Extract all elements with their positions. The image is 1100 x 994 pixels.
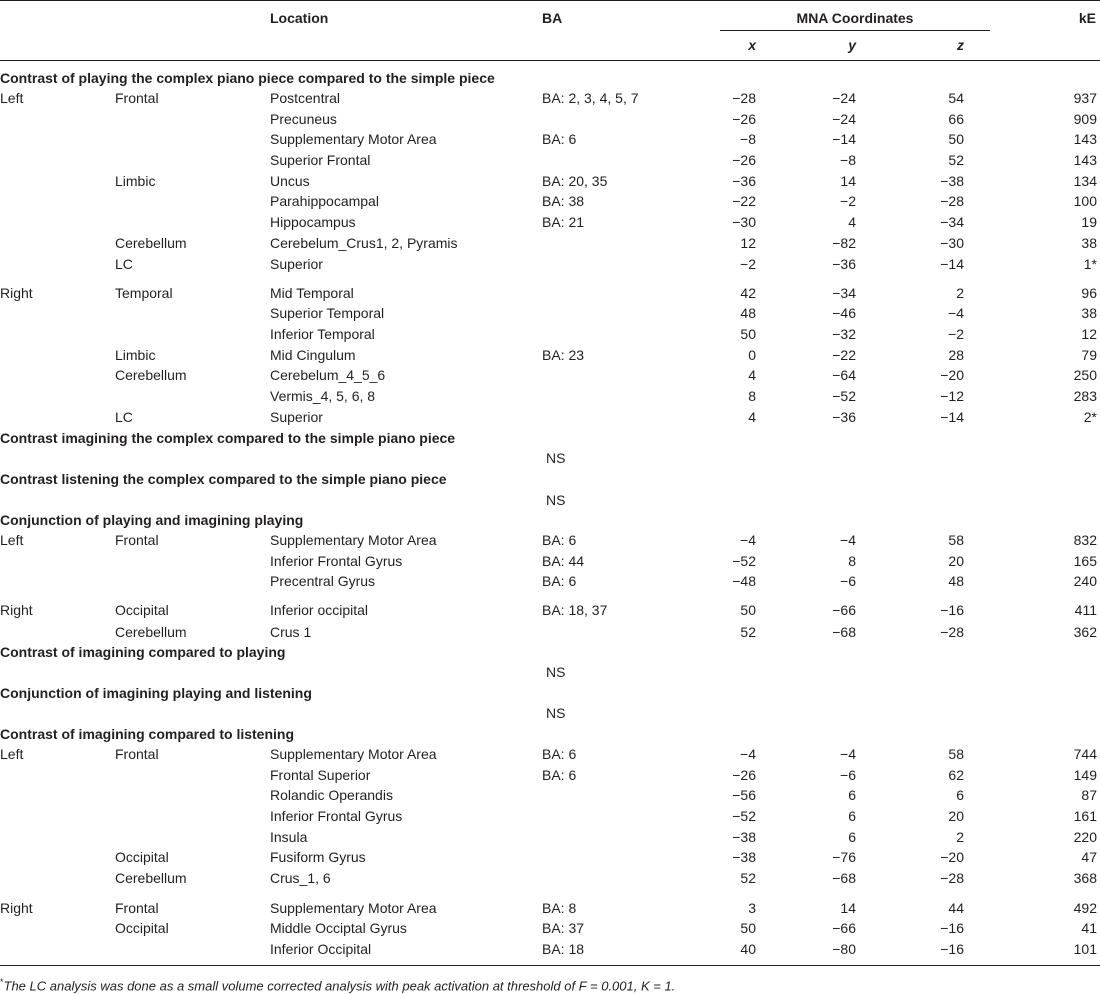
cell-y: 14 [840,900,856,916]
cell-x: 50 [740,602,756,618]
cell-z: 48 [948,573,964,589]
cell-region: Crus 1 [270,624,312,640]
cell-y: 14 [840,173,856,189]
cell-y: −76 [832,849,856,865]
cell-region: Supplementary Motor Area [270,131,437,147]
cell-x: 50 [740,920,756,936]
cell-x: −8 [740,131,756,147]
cell-z: −30 [940,235,964,251]
ns-result: NS [546,450,566,466]
cell-region: Postcentral [270,90,341,106]
cell-region: Middle Occiptal Gyrus [270,920,407,936]
cell-region: Insula [270,829,308,845]
section-title: Contrast listening the complex compared to the simple piano piece [0,471,447,487]
cell-x: 0 [748,347,756,363]
cell-y: 6 [848,829,856,845]
cell-region: Mid Temporal [270,285,354,301]
cell-ke: 283 [1073,388,1097,404]
cell-y: −64 [832,367,856,383]
cell-ke: 937 [1073,90,1097,106]
cell-y: −4 [840,532,856,548]
cell-ke: 368 [1073,870,1097,886]
cell-region: Fusiform Gyrus [270,849,366,865]
cell-region: Uncus [270,173,310,189]
cell-ba: BA: 44 [542,553,585,569]
cell-x: −2 [740,256,756,272]
cell-y: −36 [832,409,856,425]
cell-z: −2 [948,326,964,342]
cell-region: Vermis_4, 5, 6, 8 [270,388,376,404]
header-ba: BA [542,10,563,26]
cell-region: Parahippocampal [270,193,379,209]
cell-y: −68 [832,624,856,640]
header-ke: kE [1078,10,1096,26]
cell-lobe: Frontal [115,90,159,106]
cell-lobe: Cerebellum [115,367,187,383]
cell-region: Inferior occipital [270,602,369,618]
cell-lobe: Cerebellum [115,235,187,251]
cell-ke: 220 [1073,829,1097,845]
cell-ke: 492 [1073,900,1097,916]
cell-z: 28 [948,347,964,363]
cell-lobe: Frontal [115,532,159,548]
cell-lobe: LC [115,409,133,425]
cell-y: −32 [832,326,856,342]
cell-region: Precentral Gyrus [270,573,376,589]
cell-region: Supplementary Motor Area [270,532,437,548]
cell-x: −52 [732,553,756,569]
cell-z: 62 [948,767,964,783]
cell-region: Superior [270,256,323,272]
cell-y: −66 [832,920,856,936]
cell-ba: BA: 18, 37 [542,602,608,618]
cell-y: −36 [832,256,856,272]
header-z: z [957,37,964,53]
cell-ba: BA: 20, 35 [542,173,608,189]
cell-ke: 411 [1074,602,1097,618]
cell-y: −8 [840,152,856,168]
ns-result: NS [546,664,566,680]
bottom-rule [0,965,1100,966]
cell-hemi: Left [0,90,24,106]
cell-x: 4 [748,409,756,425]
top-rule [0,0,1100,1]
ns-result: NS [546,705,566,721]
cell-z: 58 [948,532,964,548]
cell-z: −34 [940,214,964,230]
cell-ke: 744 [1073,746,1097,762]
cell-x: −56 [732,787,756,803]
cell-z: 52 [948,152,964,168]
cell-y: 6 [848,787,856,803]
cell-z: −38 [940,173,964,189]
cell-y: −6 [840,573,856,589]
cell-y: −80 [832,941,856,957]
cell-ke: 12 [1081,326,1097,342]
cell-ba: BA: 2, 3, 4, 5, 7 [542,90,639,106]
cell-hemi: Right [0,900,33,916]
cell-ba: BA: 23 [542,347,585,363]
cell-x: −26 [732,767,756,783]
cell-x: −22 [732,193,756,209]
cell-x: −38 [732,829,756,845]
cell-z: 2 [956,829,964,845]
cell-region: Superior Temporal [270,305,385,321]
cell-y: −68 [832,870,856,886]
cell-ke: 165 [1073,553,1097,569]
cell-y: 4 [848,214,856,230]
cell-y: −52 [832,388,856,404]
cell-ke: 19 [1081,214,1097,230]
cell-ba: BA: 38 [542,193,585,209]
footnote-mark: * [0,977,4,987]
cell-ba: BA: 6 [542,746,577,762]
cell-x: 3 [748,900,756,916]
cell-region: Cerebelum_Crus1, 2, Pyramis [270,235,458,251]
cell-ba: BA: 6 [542,131,577,147]
header-y: y [848,37,856,53]
section-title: Contrast of playing the complex piano piece compared to the simple piece [0,70,495,86]
cell-hemi: Right [0,602,33,618]
cell-ke: 149 [1073,767,1097,783]
cell-lobe: Occipital [115,849,169,865]
cell-z: −16 [940,602,964,618]
cell-ba: BA: 6 [542,532,577,548]
cell-region: Inferior Frontal Gyrus [270,553,403,569]
cell-y: −24 [832,90,856,106]
cell-z: 20 [948,553,964,569]
cell-y: 6 [848,808,856,824]
cell-x: 52 [740,870,756,886]
cell-x: 40 [740,941,756,957]
cell-region: Inferior Occipital [270,941,372,957]
cell-ke: 47 [1081,849,1097,865]
cell-z: 54 [948,90,964,106]
cell-region: Superior Frontal [270,152,371,168]
cell-ke: 87 [1081,787,1097,803]
cell-ke: 38 [1081,235,1097,251]
cell-x: −38 [732,849,756,865]
cell-ba: BA: 21 [542,214,585,230]
footnote [0,974,675,994]
cell-lobe: Limbic [115,347,156,363]
cell-ke: 38 [1081,305,1097,321]
cell-x: 48 [740,305,756,321]
cell-y: −46 [832,305,856,321]
cell-ke: 2* [1083,409,1097,425]
cell-z: 6 [956,787,964,803]
cell-y: 8 [848,553,856,569]
cell-x: −52 [732,808,756,824]
mna-subrule [720,30,990,31]
cell-z: −16 [940,920,964,936]
cell-region: Mid Cingulum [270,347,356,363]
cell-x: −36 [732,173,756,189]
cell-y: −24 [832,111,856,127]
cell-y: −6 [840,767,856,783]
cell-ke: 101 [1073,941,1097,957]
cell-z: −12 [940,388,964,404]
cell-lobe: Cerebellum [115,624,187,640]
cell-x: 52 [740,624,756,640]
cell-ke: 250 [1073,367,1097,383]
cell-x: −4 [740,532,756,548]
header-x: x [748,37,756,53]
cell-ke: 143 [1073,131,1097,147]
cell-z: 20 [948,808,964,824]
cell-y: −14 [832,131,856,147]
cell-region: Supplementary Motor Area [270,746,437,762]
cell-z: 2 [956,285,964,301]
section-title: Conjunction of playing and imagining playing [0,512,304,528]
cell-ke: 362 [1073,624,1097,640]
header-rule [0,60,1100,61]
cell-hemi: Right [0,285,33,301]
cell-region: Superior [270,409,323,425]
section-title: Conjunction of imagining playing and listening [0,685,312,701]
cell-region: Cerebelum_4_5_6 [270,367,386,383]
cell-ke: 96 [1081,285,1097,301]
cell-region: Frontal Superior [270,767,371,783]
section-title: Contrast of imagining compared to listening [0,726,295,742]
cell-ke: 100 [1073,193,1097,209]
cell-lobe: Cerebellum [115,870,187,886]
cell-ke: 79 [1081,347,1097,363]
cell-z: 66 [948,111,964,127]
cell-x: −48 [732,573,756,589]
cell-ke: 1* [1083,256,1097,272]
cell-z: 50 [948,131,964,147]
cell-region: Precuneus [270,111,337,127]
cell-region: Inferior Temporal [270,326,375,342]
cell-hemi: Left [0,532,24,548]
cell-ke: 41 [1081,920,1097,936]
header-mna-coordinates: MNA Coordinates [796,10,914,26]
cell-x: −26 [732,111,756,127]
cell-y: −82 [832,235,856,251]
cell-y: −22 [832,347,856,363]
cell-x: −26 [732,152,756,168]
cell-region: Crus_1, 6 [270,870,331,886]
cell-ke: 909 [1073,111,1097,127]
cell-y: −4 [840,746,856,762]
cell-ke: 161 [1073,808,1097,824]
cell-z: 58 [948,746,964,762]
cell-x: 50 [740,326,756,342]
cell-ba: BA: 37 [542,920,585,936]
cell-lobe: Limbic [115,173,156,189]
footnote-text: The LC analysis was done as a small volume corrected analysis with peak activation at threshold of F = 0.001, K = 1. [3,978,676,994]
cell-ba: BA: 6 [542,767,577,783]
section-title: Contrast imagining the complex compared to the simple piano piece [0,430,456,446]
cell-x: −4 [740,746,756,762]
section-title: Contrast of imagining compared to playing [0,644,286,660]
cell-x: 12 [740,235,756,251]
cell-z: −28 [940,193,964,209]
cell-z: −28 [940,870,964,886]
cell-hemi: Left [0,746,24,762]
cell-z: 44 [948,900,964,916]
cell-ke: 832 [1073,532,1097,548]
cell-lobe: Frontal [115,900,159,916]
cell-ke: 134 [1073,173,1097,189]
cell-ke: 240 [1073,573,1097,589]
cell-z: −16 [940,941,964,957]
cell-z: −14 [940,256,964,272]
cell-ba: BA: 6 [542,573,577,589]
cell-lobe: Frontal [115,746,159,762]
cell-ke: 143 [1073,152,1097,168]
cell-z: −28 [940,624,964,640]
cell-x: 42 [740,285,756,301]
cell-x: 4 [748,367,756,383]
cell-z: −20 [940,367,964,383]
cell-region: Rolandic Operandis [270,787,393,803]
cell-z: −14 [940,409,964,425]
cell-x: 8 [748,388,756,404]
cell-y: −34 [832,285,856,301]
cell-y: −2 [840,193,856,209]
cell-region: Supplementary Motor Area [270,900,437,916]
cell-x: −28 [732,90,756,106]
header-location: Location [270,10,329,26]
ns-result: NS [546,492,566,508]
cell-ba: BA: 8 [542,900,577,916]
cell-region: Hippocampus [270,214,356,230]
cell-z: −4 [948,305,964,321]
cell-lobe: Temporal [115,285,173,301]
cell-lobe: Occipital [115,920,169,936]
cell-lobe: LC [115,256,133,272]
cell-lobe: Occipital [115,602,169,618]
cell-ba: BA: 18 [542,941,585,957]
cell-region: Inferior Frontal Gyrus [270,808,403,824]
cell-x: −30 [732,214,756,230]
cell-y: −66 [832,602,856,618]
cell-z: −20 [940,849,964,865]
